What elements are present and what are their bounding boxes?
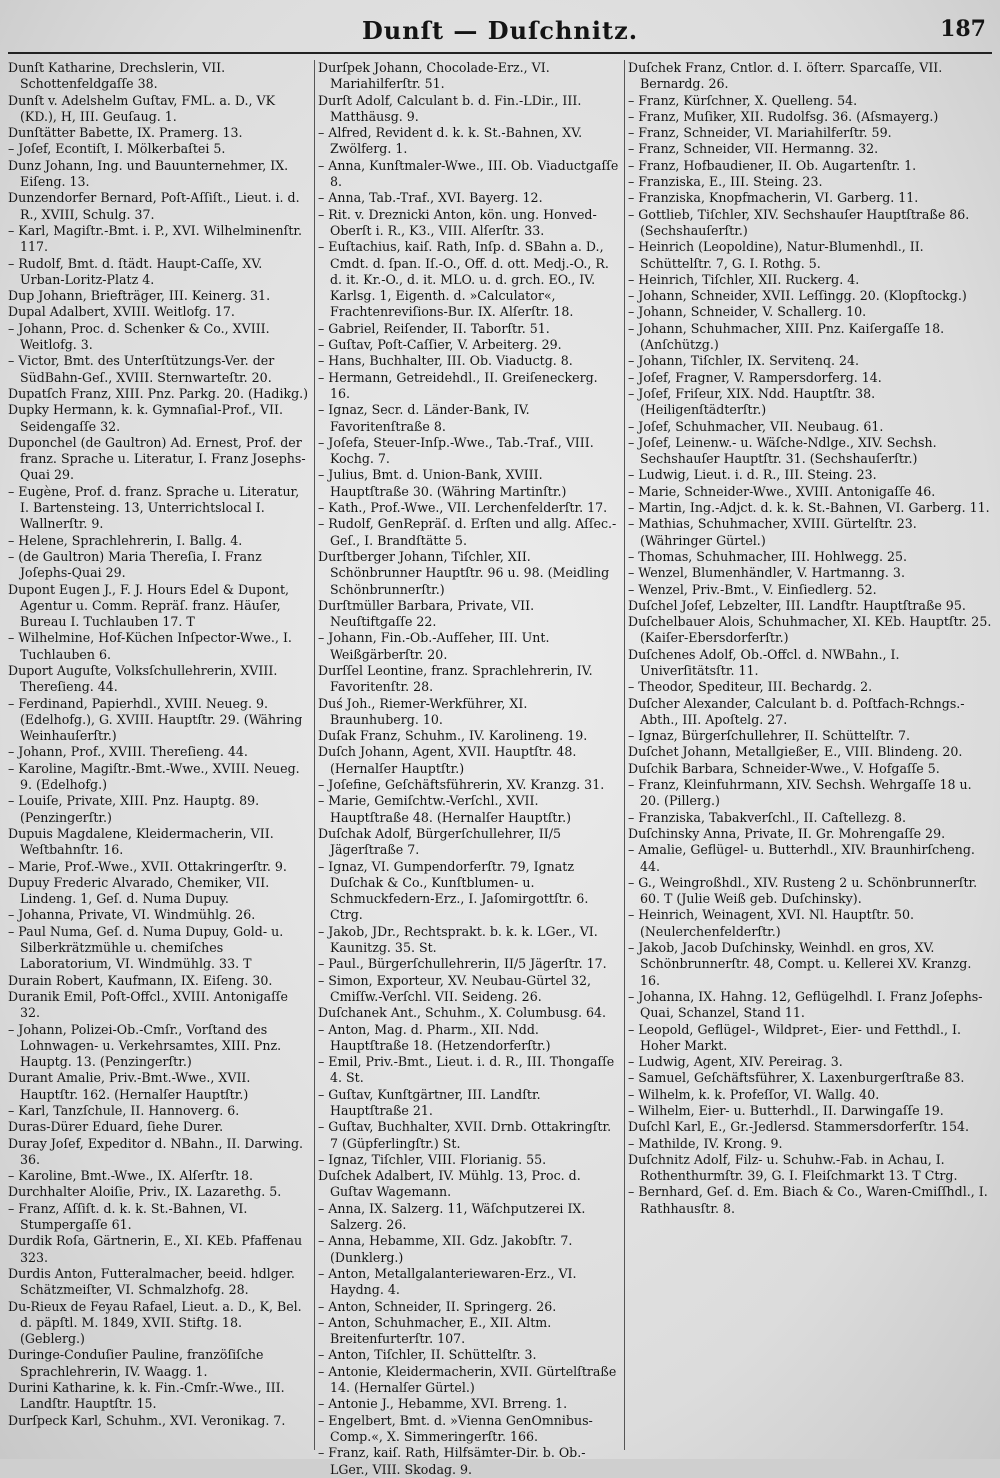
directory-entry: – Guſtav, Poſt-Caſſier, V. Arbeiterg. 29.: [318, 337, 562, 353]
directory-entry: – Franz, Aſſiſt. d. k. k. St.-Bahnen, VI. Stumpergaſſe 61.: [8, 1200, 248, 1233]
directory-entry: – Franziska, Tabakverſchl., II. Caſtellezg. 8.: [628, 809, 907, 825]
directory-entry: – Anna, IX. Salzerg. 11, Wäſchputzerei IX. Salzerg. 26.: [318, 1200, 586, 1233]
column-divider: [314, 60, 315, 1450]
directory-entry: Durſſel Leontine, franz. Sprachlehrerin, IV. Favoritenſtr. 28.: [318, 662, 593, 695]
directory-entry: – Marie, Prof.-Wwe., XVII. Ottakringerſtr. 9.: [8, 858, 287, 874]
directory-entry: – Thomas, Schuhmacher, III. Hohlwegg. 25.: [628, 548, 908, 564]
directory-entry: – Mathias, Schuhmacher, XVIII. Gürtelſtr. 23. (Währinger Gürtel.): [628, 516, 917, 548]
column-left: [8, 60, 310, 1450]
column-divider: [624, 60, 625, 1450]
directory-entry: – Joſefine, Geſchäftsführerin, XV. Kranzg. 31.: [318, 777, 605, 793]
directory-entry: – Joſef, Econtiſt, I. Mölkerbaſtei 5.: [8, 141, 226, 157]
directory-entry: Dunſt Katharine, Drechslerin, VII. Schottenfeldgaſſe 38.: [8, 60, 226, 92]
directory-entry: Duſak Franz, Schuhm., IV. Karolineng. 19.: [318, 728, 588, 744]
directory-entry: Dup Johann, Briefträger, III. Keinerg. 31.: [8, 288, 271, 304]
directory-entry: – Ludwig, Agent, XIV. Pereirag. 3.: [628, 1054, 843, 1070]
directory-entry: Dunſt v. Adelshelm Guſtav, FML. a. D., VK (KD.), H, III. Geuſaug. 1.: [8, 92, 276, 124]
directory-entry: – Johann, Tiſchler, IX. Servitenq. 24.: [628, 353, 860, 369]
column-right: [628, 60, 992, 1450]
directory-entry: – Rit. v. Dreznicki Anton, kön. ung. Honved-Oberſt i. R., K3., VIII. Alſerſtr. 33.: [318, 206, 597, 238]
directory-entry: – Louiſe, Private, XIII. Pnz. Hauptg. 89. (Penzingerſtr.): [8, 793, 260, 825]
directory-entry: – Johann, Schneider, V. Schallerg. 10.: [628, 304, 867, 320]
directory-entry: Durain Robert, Kaufmann, IX. Eiſeng. 30.: [8, 972, 273, 988]
directory-entry: Durſt Adolf, Calculant b. d. Fin.-LDir., III. Matthäusg. 9.: [318, 92, 582, 124]
directory-entry: – Joſefa, Steuer-Inſp.-Wwe., Tab.-Traf., VIII. Kochg. 7.: [318, 434, 594, 467]
directory-entry: – Heinrich, Weinagent, XVI. Nl. Hauptſtr. 50. (Neulerchenfelderſtr.): [628, 907, 915, 939]
directory-entry: – Ferdinand, Papierhdl., XVIII. Neueg. 9. (Edelhofg.), G. XVIII. Hauptſtr. 29. (Währing Weinhauſerſtr.): [8, 695, 303, 744]
directory-entry: – Karoline, Magiſtr.-Bmt.-Wwe., XVIII. Neueg. 9. (Edelhofg.): [8, 760, 300, 793]
directory-entry: Durſtmüller Barbara, Private, VII. Neuſtiftgaſſe 22.: [318, 597, 535, 630]
directory-entry: – Anna, Tab.-Traf., XVI. Bayerg. 12.: [318, 190, 543, 206]
directory-entry: – Martin, Ing.-Adjct. d. k. k. St.-Bahnen, VI. Garberg. 11.: [628, 500, 990, 516]
directory-entry: – Ignaz, Secr. d. Länder-Bank, IV. Favoritenſtraße 8.: [318, 402, 530, 434]
directory-entry: Durchhalter Aloiſie, Priv., IX. Lazarethg. 5.: [8, 1184, 282, 1200]
directory-entry: – Emil, Priv.-Bmt., Lieut. i. d. R., III. Thongaſſe 4. St.: [318, 1054, 615, 1086]
directory-entry: – Johann, Fin.-Ob.-Aufſeher, III. Unt. Weißgärberſtr. 20.: [318, 630, 550, 662]
directory-entry: – Hans, Buchhalter, III. Ob. Viaductg. 8.: [318, 353, 573, 369]
directory-entry: Duſchnitz Adolf, Filz- u. Schuhw.-Fab. in Achau, I. Rothenthurmſtr. 39, G. I. Fleiſchmarkt 13. T Ctrg.: [628, 1151, 958, 1184]
directory-entry: – Alfred, Revident d. k. k. St.-Bahnen, XV. Zwölferg. 1.: [318, 125, 583, 157]
directory-entry: – Mathilde, IV. Krong. 9.: [628, 1135, 783, 1151]
directory-entry: – Karl, Tanzſchule, II. Hannoverg. 6.: [8, 1103, 240, 1118]
directory-entry: Du-Rieux de Feyau Rafael, Lieut. a. D., K, Bel. d. päpſtl. M. 1849, XVII. Stiftg. 18. (Geblerg.): [8, 1298, 302, 1347]
directory-entry: – (de Gaultron) Maria Thereſia, I. Franz Joſephs-Quai 29.: [8, 548, 262, 581]
directory-entry: – Engelbert, Bmt. d. »Vienna GenOmnibus-Comp.«, X. Simmeringerſtr. 166.: [318, 1412, 593, 1444]
directory-entry: – Paul., Bürgerſchullehrerin, II/5 Jägerſtr. 17.: [318, 956, 607, 972]
directory-entry: Duſcher Alexander, Calculant b. d. Poſtfach-Rchngs.-Abth., III. Apoſtelg. 27.: [628, 695, 965, 727]
directory-entry: – Franz, Schneider, VI. Mariahilferſtr. 59.: [628, 125, 892, 141]
directory-entry: Duſchenes Adolf, Ob.-Offcl. d. NWBahn., I. Univerſitätsſtr. 11.: [628, 646, 900, 678]
directory-entry: – Kath., Prof.-Wwe., VII. Lerchenfelderſtr. 17.: [318, 500, 608, 516]
directory-entry: Duray Joſef, Expeditor d. NBahn., II. Darwing. 36.: [8, 1135, 304, 1167]
directory-entry: – Johann, Schneider, XVII. Leſſingg. 20. (Klopſtockg.): [628, 288, 967, 304]
directory-entry: Durſpek Johann, Chocolade-Erz., VI. Mariahilferſtr. 51.: [318, 60, 550, 92]
directory-entry: – Amalie, Geflügel- u. Butterhdl., XIV. Braunhirſcheng. 44.: [628, 842, 975, 874]
directory-entry: – Wilhelm, k. k. Profeſſor, VI. Wallg. 40.: [628, 1086, 880, 1102]
directory-entry: – Wilhelmine, Hof-Küchen Inſpector-Wwe., I. Tuchlauben 6.: [8, 630, 292, 662]
directory-entry: – Rudolf, Bmt. d. ſtädt. Haupt-Caſſe, XV. Urban-Loritz-Platz 4.: [8, 255, 263, 287]
directory-entry: – G., Weingroßhdl., XIV. Rusteng 2 u. Schönbrunnerſtr. 60. T (Julie Weiß geb. Duſchinsky).: [628, 874, 978, 907]
directory-entry: – Johanna, Private, VI. Windmühlg. 26.: [8, 907, 256, 923]
directory-entry: – Ignaz, VI. Gumpendorferſtr. 79, Ignatz Duſchak & Co., Kunſtblumen- u. Schmuckfedern-Erz., I. Jaſomirgottſtr. 6. Ctrg.: [318, 858, 589, 923]
directory-entry: – Marie, Gemiſchtw.-Verſchl., XVII. Hauptſtraße 48. (Hernalſer Hauptſtr.): [318, 793, 572, 825]
directory-entry: Duś Joh., Riemer-Werkführer, XI. Braunhuberg. 10.: [318, 695, 528, 727]
directory-entry: – Simon, Exporteur, XV. Neubau-Gürtel 32, Cmiſſw.-Verſchl. VII. Seideng. 26.: [318, 972, 591, 1004]
directory-entry: – Wenzel, Blumenhändler, V. Hartmanng. 3.: [628, 565, 905, 581]
directory-entry: Durdis Anton, Futteralmacher, beeid. hdlger. Schätzmeiſter, VI. Schmalzhofg. 28.: [8, 1265, 295, 1298]
directory-entry: Durſpeck Karl, Schuhm., XVI. Veronikag. 7.: [8, 1412, 286, 1428]
directory-entry: – Gottlieb, Tiſchler, XIV. Sechshauſer Hauptſtraße 86. (Sechshauſerſtr.): [628, 206, 970, 238]
directory-entry: – Joſef, Fragner, V. Rampersdorferg. 14.: [628, 369, 882, 385]
directory-entry: – Franz, Hofbaudiener, II. Ob. Augartenſtr. 1.: [628, 157, 917, 173]
directory-entry: – Anton, Mag. d. Pharm., XII. Ndd. Hauptſtraße 18. (Hetzendorferſtr.): [318, 1021, 551, 1053]
directory-entry: – Antonie J., Hebamme, XVI. Brreng. 1.: [318, 1396, 568, 1412]
directory-entry: – Theodor, Spediteur, III. Bechardg. 2.: [628, 679, 873, 695]
directory-entry: Duſch Johann, Agent, XVII. Hauptſtr. 48. (Hernalſer Hauptſtr.): [318, 744, 577, 776]
directory-entry: – Guſtav, Kunſtgärtner, III. Landſtr. Hauptſtraße 21.: [318, 1086, 541, 1118]
directory-entry: – Heinrich (Leopoldine), Natur-Blumenhdl., II. Schüttelſtr. 7, G. I. Rothg. 5.: [628, 239, 924, 271]
directory-entry: Duras-Dürer Eduard, ſiehe Durer.: [8, 1119, 224, 1135]
directory-entry: – Gabriel, Reiſender, II. Taborſtr. 51.: [318, 320, 550, 336]
directory-entry: – Hermann, Getreidehdl., II. Greiſeneckerg. 16.: [318, 369, 598, 401]
directory-entry: – Anna, Kunſtmaler-Wwe., III. Ob. Viaductgaſſe 8.: [318, 157, 619, 190]
directory-entry: – Anton, Schuhmacher, E., XII. Altm. Breitenfurterſtr. 107.: [318, 1314, 552, 1347]
directory-entry: – Jakob, JDr., Rechtsprakt. b. k. k. LGer., VI. Kaunitzg. 35. St.: [318, 923, 598, 956]
directory-entry: – Julius, Bmt. d. Union-Bank, XVIII. Hauptſtraße 30. (Währing Martinſtr.): [318, 467, 567, 499]
directory-entry: Duſchanek Ant., Schuhm., X. Columbusg. 64.: [318, 1005, 606, 1021]
directory-entry: Dupuy Frederic Alvarado, Chemiker, VII. Lindeng. 1, Geſ. d. Numa Dupuy.: [8, 874, 270, 907]
header-rule: [8, 52, 992, 54]
directory-entry: – Wenzel, Priv.-Bmt., V. Einſiedlerg. 52.: [628, 581, 877, 597]
directory-entry: – Karl, Magiſtr.-Bmt. i. P., XVI. Wilhelminenſtr. 117.: [8, 222, 303, 255]
directory-entry: – Joſef, Schuhmacher, VII. Neubaug. 61.: [628, 418, 884, 434]
directory-entry: – Paul Numa, Geſ. d. Numa Dupuy, Gold- u. Silberkrätzmühle u. chemiſches Laboratorium, VI. Windmühlg. 33. T: [8, 923, 284, 972]
directory-entry: – Johann, Polizei-Ob.-Cmſr., Vorſtand des Lohnwagen- u. Verkehrsamtes, XIII. Pnz. Hauptg. 13. (Penzingerſtr.): [8, 1021, 282, 1070]
directory-entry: – Anton, Schneider, II. Springerg. 26.: [318, 1298, 557, 1314]
directory-entry: Dupal Adalbert, XVIII. Weitlofg. 17.: [8, 304, 235, 320]
directory-entry: – Franz, Schneider, VII. Hermanng. 32.: [628, 141, 879, 157]
directory-entry: Duport Auguſte, Volksſchullehrerin, XVIII. Thereſieng. 44.: [8, 662, 278, 695]
directory-entry: – Johann, Prof., XVIII. Thereſieng. 44.: [8, 744, 248, 760]
directory-entry: Duſchek Adalbert, IV. Mühlg. 13, Proc. d. Guſtav Wagemann.: [318, 1168, 581, 1200]
directory-entry: – Leopold, Geflügel-, Wildpret-, Eier- und Fetthdl., I. Hoher Markt.: [628, 1021, 962, 1053]
directory-entry: Dupatſch Franz, XIII. Pnz. Parkg. 20. (Hadikg.): [8, 385, 309, 401]
directory-entry: – Franziska, E., III. Steing. 23.: [628, 174, 823, 190]
directory-entry: – Wilhelm, Eier- u. Butterhdl., II. Darwingaſſe 19.: [628, 1103, 944, 1118]
directory-entry: Duſchl Karl, E., Gr.-Jedlersd. Stammersdorferſtr. 154.: [628, 1119, 970, 1135]
directory-entry: Duſchik Barbara, Schneider-Wwe., V. Hofgaſſe 5.: [628, 760, 940, 776]
directory-entry: – Jakob, Jacob Duſchinsky, Weinhdl. en gros, XV. Schönbrunnerſtr. 48, Compt. u. Kellerei XV. Kranzg. 16.: [628, 940, 972, 988]
directory-entry: – Karoline, Bmt.-Wwe., IX. Alſerſtr. 18.: [8, 1168, 254, 1184]
directory-entry: – Bernhard, Geſ. d. Em. Biach & Co., Waren-Cmiſſhdl., I. Rathhausſtr. 8.: [628, 1184, 988, 1216]
directory-entry: Dunzendorfer Bernard, Poſt-Aſſiſt., Lieut. i. d. R., XVIII, Schulg. 37.: [8, 190, 300, 222]
directory-entry: Duringe-Conduſier Pauline, franzöſiſche Sprachlehrerin, IV. Waagg. 1.: [8, 1347, 264, 1379]
directory-entry: Duſchet Johann, Metallgießer, E., VIII. Blindeng. 20.: [628, 744, 963, 760]
directory-entry: – Rudolf, GenRepräſ. d. Erſten und allg. Aſſec.-Geſ., I. Brandſtätte 5.: [318, 516, 617, 548]
directory-entry: – Anna, Hebamme, XII. Gdz. Jakobſtr. 7. (Dunklerg.): [318, 1233, 573, 1265]
directory-entry: – Guſtav, Buchhalter, XVII. Drnb. Ottakringſtr. 7 (Güpferlingſtr.) St.: [318, 1119, 612, 1151]
directory-entry: – Anton, Metallgalanteriewaren-Erz., VI. Haydng. 4.: [318, 1265, 577, 1298]
directory-entry: Dunz Johann, Ing. und Bauunternehmer, IX. Eiſeng. 13.: [8, 157, 289, 190]
directory-entry: – Johann, Proc. d. Schenker & Co., XVIII. Weitlofg. 3.: [8, 320, 270, 353]
directory-entry: – Franz, Kleinfuhrmann, XIV. Sechsh. Wehrgaſſe 18 u. 20. (Pillerg.): [628, 777, 972, 809]
entry-columns: [8, 60, 992, 1477]
directory-entry: – Heinrich, Tiſchler, XII. Ruckerg. 4.: [628, 271, 860, 287]
directory-entry: – Franz, Kürſchner, X. Quelleng. 54.: [628, 92, 858, 108]
directory-entry: Dunſtätter Babette, IX. Pramerg. 13.: [8, 125, 243, 141]
directory-entry: Dupuis Magdalene, Kleidermacherin, VII. Weſtbahnſtr. 16.: [8, 825, 274, 858]
directory-entry: Duranik Emil, Poſt-Offcl., XVIII. Antonigaſſe 32.: [8, 988, 288, 1021]
directory-entry: – Helene, Sprachlehrerin, I. Ballg. 4.: [8, 532, 243, 548]
directory-entry: Duſchel Joſef, Lebzelter, III. Landſtr. Hauptſtraße 95.: [628, 597, 966, 613]
directory-entry: Durini Katharine, k. k. Fin.-Cmſr.-Wwe., III. Landſtr. Hauptſtr. 15.: [8, 1380, 285, 1412]
directory-entry: Duſchak Adolf, Bürgerſchullehrer, II/5 Jägerſtraße 7.: [318, 825, 561, 858]
directory-entry: – Ludwig, Lieut. i. d. R., III. Steing. 23.: [628, 467, 877, 483]
directory-entry: Dupont Eugen J., F. J. Hours Edel & Dupont, Agentur u. Comm. Repräſ. franz. Häuſer, Bureau I. Tuchlauben 17. T: [8, 581, 290, 630]
directory-entry: Durant Amalie, Priv.-Bmt.-Wwe., XVII. Hauptſtr. 162. (Hernalſer Hauptſtr.): [8, 1070, 251, 1102]
page-number: 187: [940, 16, 986, 42]
directory-entry: – Samuel, Geſchäftsführer, X. Laxenburgerſtraße 83.: [628, 1070, 965, 1086]
directory-entry: – Eugène, Prof. d. franz. Sprache u. Literatur, I. Bartensteing. 13, Unterrichtslocal I. Wallnerſtr. 9.: [8, 483, 300, 532]
directory-entry: – Joſef, Friſeur, XIX. Ndd. Hauptſtr. 38. (Heiligenſtädterſtr.): [628, 385, 876, 418]
directory-entry: Dupky Hermann, k. k. Gymnaſial-Prof., VII. Seidengaſſe 32.: [8, 402, 283, 434]
directory-entry: Duſchinsky Anna, Private, II. Gr. Mohrengaſſe 29.: [628, 825, 946, 841]
page-header: [0, 14, 1000, 50]
directory-entry: – Euſtachius, kaiſ. Rath, Inſp. d. SBahn a. D., Cmdt. d. ſpan. Iſ.-O., Off. d. ott. Medj.-O., R. d. it. Kr.-O., d. it. MLO. u. d. grch. EO., IV. Karlsg. 1, Eigenth. d. »Calculator«, Frachtenreviſions-Bur. IX. Alſerſtr. 18.: [318, 239, 609, 320]
directory-entry: – Johanna, IX. Hahng. 12, Geflügelhdl. I. Franz Joſephs-Quai, Schanzel, Stand 11.: [628, 988, 983, 1021]
directory-entry: – Johann, Schuhmacher, XIII. Pnz. Kaiſergaſſe 18. (Anſchützg.): [628, 320, 945, 353]
directory-entry: – Franz, Muſiker, XII. Rudolfsg. 36. (Aſsmayerg.): [628, 108, 939, 124]
directory-entry: – Franziska, Knopfmacherin, VI. Garberg. 11.: [628, 190, 919, 206]
directory-entry: – Victor, Bmt. des Unterſtützungs-Ver. der SüdBahn-Geſ., XVIII. Sternwarteſtr. 20.: [8, 353, 275, 385]
directory-entry: – Franz, kaiſ. Rath, Hilfsämter-Dir. b. Ob.-LGer., VIII. Skodag. 9.: [318, 1445, 586, 1477]
directory-entry: – Antonie, Kleidermacherin, XVII. Gürtelſtraße 14. (Hernalſer Gürtel.): [318, 1363, 617, 1396]
directory-entry: – Ignaz, Tiſchler, VIII. Florianig. 55.: [318, 1151, 547, 1167]
directory-entry: Durdik Roſa, Gärtnerin, E., XI. KEb. Pfaffenau 323.: [8, 1233, 303, 1265]
directory-entry: Durſtberger Johann, Tiſchler, XII. Schönbrunner Hauptſtr. 96 u. 98. (Meidling Schönbrunnerſtr.): [318, 548, 610, 597]
directory-entry: Duſchelbauer Alois, Schuhmacher, XI. KEb. Hauptſtr. 25. (Kaiſer-Ebersdorferſtr.): [628, 614, 992, 646]
directory-entry: – Anton, Tiſchler, II. Schüttelſtr. 3.: [318, 1347, 537, 1363]
running-head: Dunſt — Duſchnitz.: [361, 16, 639, 45]
directory-entry: – Ignaz, Bürgerſchullehrer, II. Schüttelſtr. 7.: [628, 728, 911, 744]
directory-entry: Duſchek Franz, Cntlor. d. I. öſterr. Sparcaſſe, VII. Bernardg. 26.: [628, 60, 943, 92]
directory-entry: Duponchel (de Gaultron) Ad. Ernest, Prof. der franz. Sprache u. Literatur, I. Franz Josephs-Quai 29.: [8, 434, 306, 483]
column-middle: [318, 60, 620, 1477]
directory-entry: – Joſef, Leinenw.- u. Wäſche-Ndlge., XIV. Sechsh. Sechshauſer Hauptſtr. 31. (Sechshauſerſtr.): [628, 434, 937, 467]
directory-entry: – Marie, Schneider-Wwe., XVIII. Antonigaſſe 46.: [628, 483, 936, 499]
